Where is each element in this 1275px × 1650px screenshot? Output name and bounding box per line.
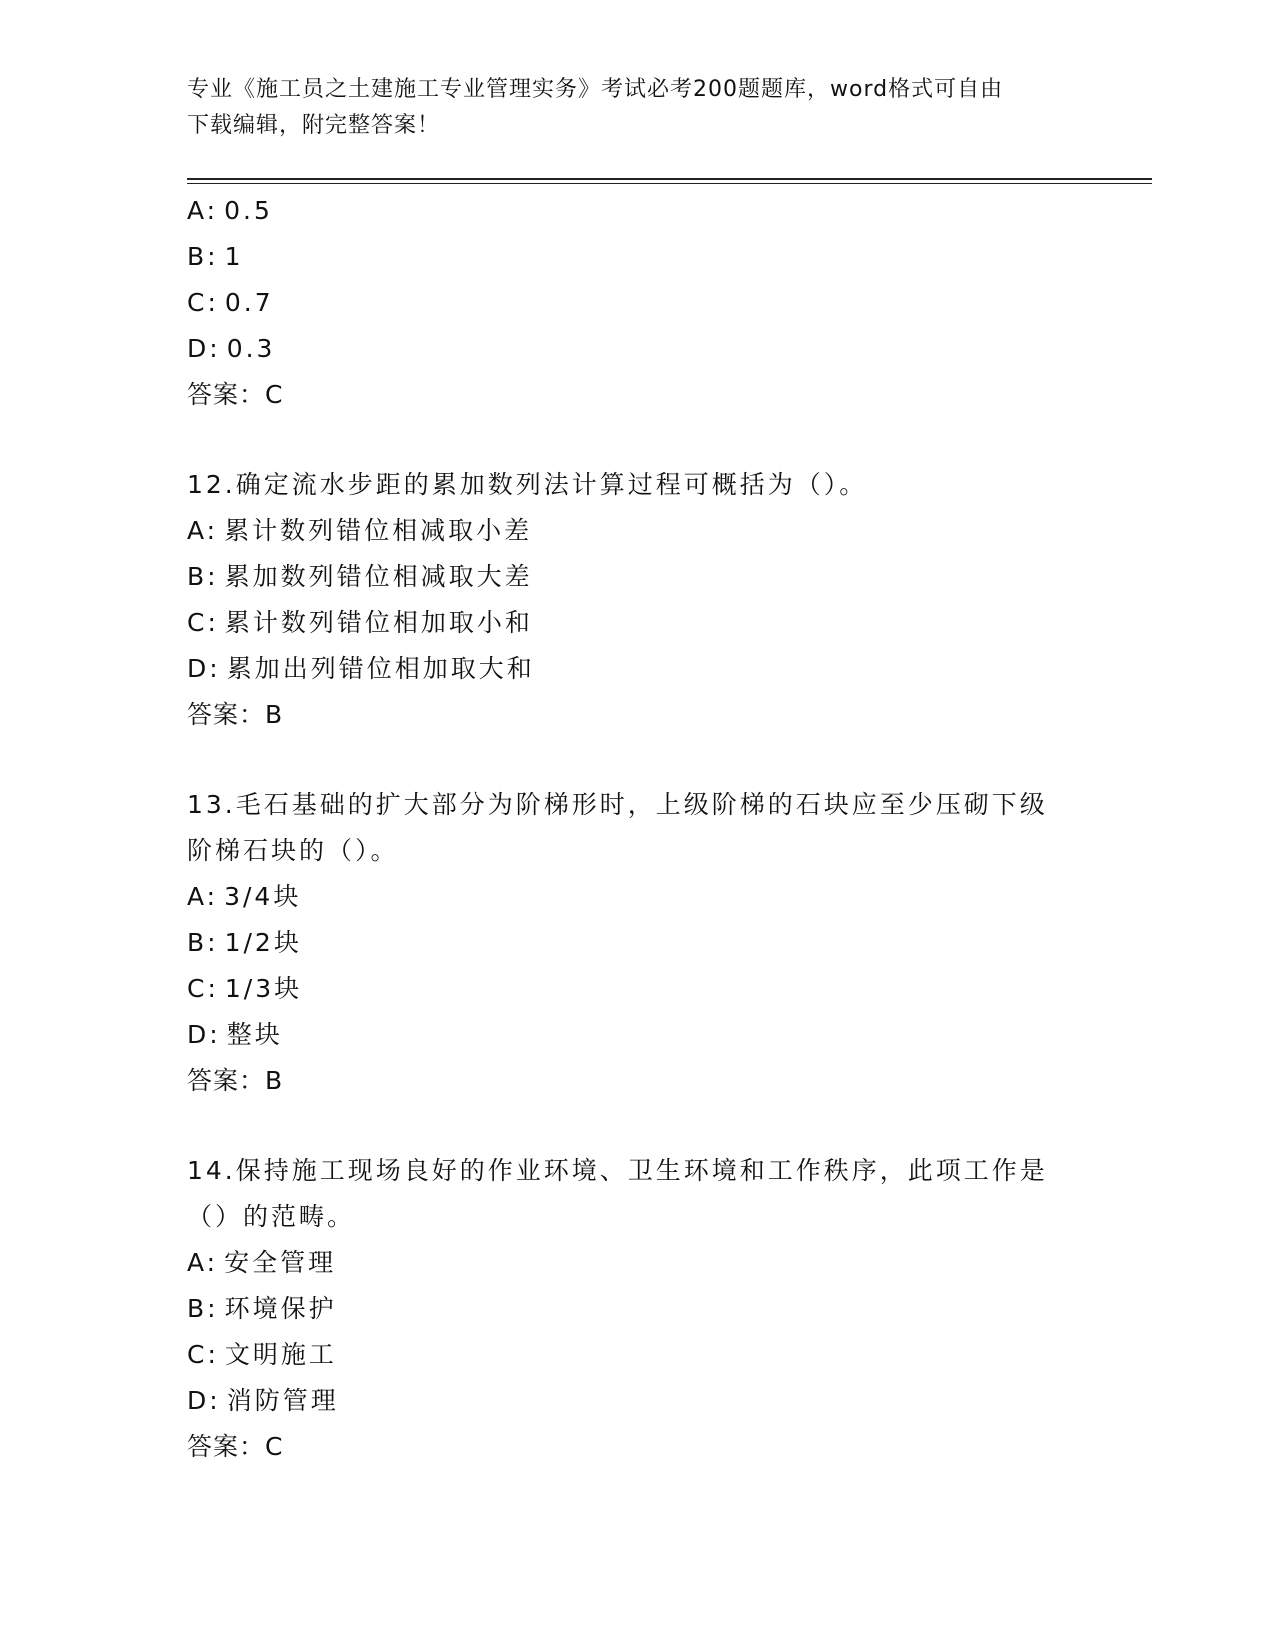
option-b <box>187 554 1087 600</box>
answer-text: 答案：C <box>187 380 284 409</box>
option-label: B: <box>187 562 219 591</box>
option-text: 累计数列错位相减取小差 <box>224 516 533 545</box>
answer-text: 答案：C <box>187 1432 284 1461</box>
question-list <box>187 188 1087 1470</box>
question-block-13 <box>187 782 1087 1104</box>
question-block-14 <box>187 1148 1087 1470</box>
option-label: B: <box>187 242 219 271</box>
option-label: C: <box>187 1340 219 1369</box>
option-c <box>187 1332 1087 1378</box>
option-text: 累加数列错位相减取大差 <box>224 562 533 591</box>
option-b <box>187 920 1087 966</box>
option-c <box>187 966 1087 1012</box>
option-d <box>187 1378 1087 1424</box>
option-text: 1 <box>224 242 244 271</box>
option-label: B: <box>187 928 219 957</box>
question-text-line-2: 阶梯石块的（）。 <box>187 836 399 865</box>
option-label: C: <box>187 974 219 1003</box>
option-b <box>187 234 1087 280</box>
option-text: 0.3 <box>226 334 276 363</box>
option-label: D: <box>187 1386 221 1415</box>
answer-text: 答案：B <box>187 1066 284 1095</box>
header-divider <box>187 178 1152 180</box>
option-b <box>187 1286 1087 1332</box>
question-text: 12.确定流水步距的累加数列法计算过程可概括为（）。 <box>187 470 868 499</box>
question-text-line-1: 14.保持施工现场良好的作业环境、卫生环境和工作秩序，此项工作是 <box>187 1156 1048 1185</box>
option-label: C: <box>187 288 219 317</box>
option-text: 0.7 <box>224 288 274 317</box>
option-label: C: <box>187 608 219 637</box>
option-label: B: <box>187 1294 219 1323</box>
question-text-line-2: （）的范畴。 <box>187 1202 356 1231</box>
header-divider-thin <box>187 183 1152 184</box>
option-d <box>187 326 1087 372</box>
option-text: 1/2块 <box>224 928 302 957</box>
option-a <box>187 508 1087 554</box>
option-text: 0.5 <box>224 196 273 225</box>
question-block-11 <box>187 188 1087 418</box>
option-text: 安全管理 <box>224 1248 337 1277</box>
option-text: 消防管理 <box>226 1386 339 1415</box>
option-a <box>187 874 1087 920</box>
header-title-line-1: 专业《施工员之土建施工专业管理实务》考试必考200题题库，word格式可自由 <box>187 77 1004 102</box>
option-text: 3/4块 <box>224 882 302 911</box>
question-block-12 <box>187 462 1087 738</box>
option-text: 1/3块 <box>224 974 303 1003</box>
answer-text: 答案：B <box>187 700 284 729</box>
option-label: A: <box>187 882 219 911</box>
option-label: A: <box>187 196 219 225</box>
question-text-line-1: 13.毛石基础的扩大部分为阶梯形时，上级阶梯的石块应至少压砌下级 <box>187 790 1048 819</box>
option-text: 累加出列错位相加取大和 <box>226 654 535 683</box>
option-text: 环境保护 <box>224 1294 337 1323</box>
option-d <box>187 646 1087 692</box>
option-text: 累计数列错位相加取小和 <box>224 608 533 637</box>
header-title-line-2: 下载编辑，附完整答案！ <box>187 113 441 138</box>
option-label: D: <box>187 654 221 683</box>
option-a <box>187 1240 1087 1286</box>
option-label: D: <box>187 1020 221 1049</box>
option-label: A: <box>187 516 219 545</box>
option-c <box>187 600 1087 646</box>
option-text: 整块 <box>226 1020 283 1049</box>
option-label: A: <box>187 1248 219 1277</box>
option-c <box>187 280 1087 326</box>
option-d <box>187 1012 1087 1058</box>
option-label: D: <box>187 334 221 363</box>
option-a <box>187 188 1087 234</box>
document-header <box>187 72 1067 144</box>
option-text: 文明施工 <box>224 1340 337 1369</box>
